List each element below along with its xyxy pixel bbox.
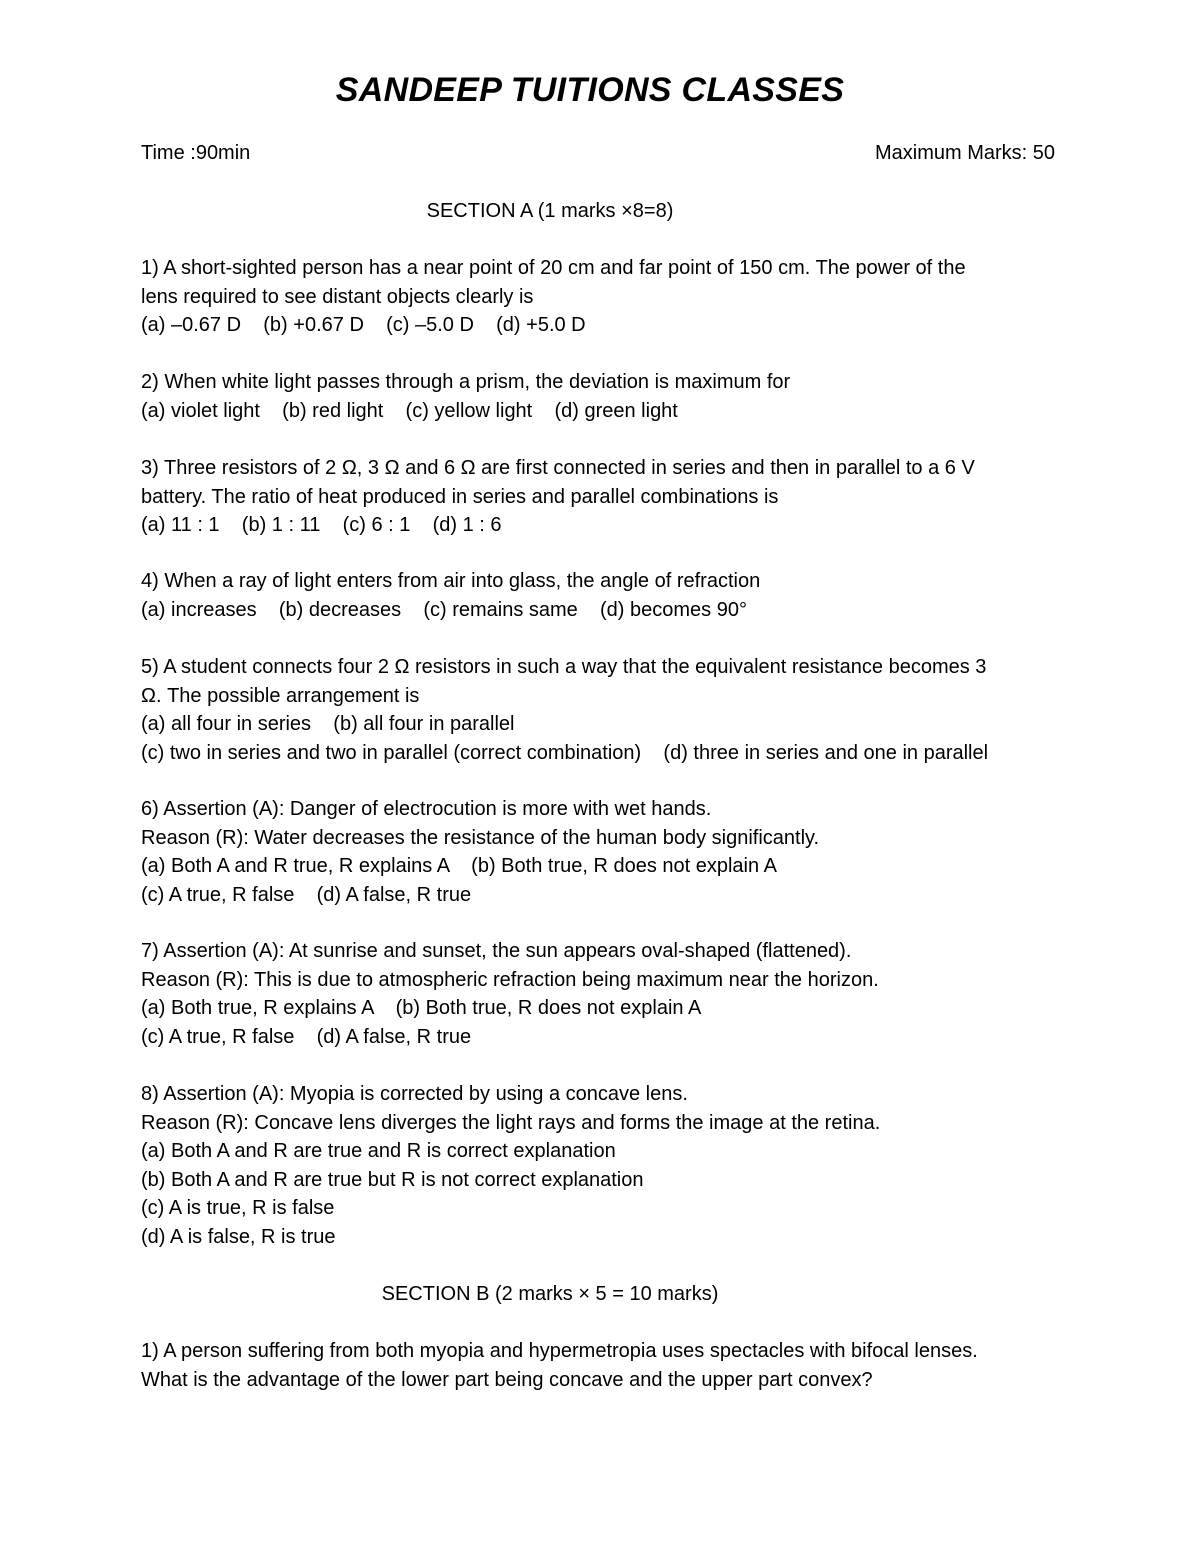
assertion-line: 7) Assertion (A): At sunrise and sunset, the sun appears oval-shaped (flattened).: [141, 940, 852, 962]
question-a8: [141, 1080, 1061, 1251]
question-options: [141, 511, 1061, 540]
page-title: SANDEEP TUITIONS CLASSES: [335, 71, 845, 109]
options-line: (a) violet light (b) red light (c) yellow light (d) green light: [141, 399, 678, 422]
question-a4: [141, 567, 1061, 624]
options-line: (a) –0.67 D (b) +0.67 D (c) –5.0 D (d) +5.0 D: [141, 314, 586, 336]
question-a1: [141, 254, 1061, 340]
max-marks-label: Maximum Marks: 50: [874, 142, 1055, 164]
exam-meta: [141, 139, 1055, 168]
options-line: (c) A true, R false (d) A false, R true: [141, 1025, 472, 1048]
options-line: (d) A is false, R is true: [141, 1225, 336, 1248]
options-line: (a) Both A and R are true and R is correct explanation: [141, 1140, 616, 1162]
question-options: [141, 1194, 1061, 1223]
section-b-heading: SECTION B (2 marks × 5 = 10 marks): [381, 1283, 719, 1305]
reason-line: Reason (R): Concave lens diverges the light rays and forms the image at the retina.: [141, 1111, 881, 1134]
question-options: [141, 397, 1061, 426]
question-options: [141, 852, 1061, 881]
question-text-line: battery. The ratio of heat produced in series and parallel combinations is: [141, 485, 779, 508]
question-text-line: 1) A person suffering from both myopia and hypermetropia uses spectacles with bifocal lenses.: [141, 1340, 978, 1362]
question-a5: [141, 653, 1061, 767]
options-line: (b) Both A and R are true but R is not correct explanation: [141, 1168, 644, 1191]
question-text-line: 4) When a ray of light enters from air into glass, the angle of refraction: [141, 570, 761, 592]
question-options: [141, 710, 1061, 739]
options-line: (a) 11 : 1 (b) 1 : 11 (c) 6 : 1 (d) 1 : 6: [141, 514, 502, 536]
question-text-line: Ω. The possible arrangement is: [141, 684, 420, 707]
options-line: (c) two in series and two in parallel (correct combination) (d) three in series and one in parallel: [141, 741, 989, 764]
question-options: [141, 596, 1061, 625]
assertion-line: 6) Assertion (A): Danger of electrocution is more with wet hands.: [141, 798, 712, 820]
question-options: [141, 739, 1061, 768]
question-text-line: 1) A short-sighted person has a near point of 20 cm and far point of 150 cm. The power of the: [141, 257, 966, 279]
question-options: [141, 311, 1061, 340]
question-a6: [141, 795, 1061, 909]
options-line: (c) A is true, R is false: [141, 1197, 335, 1219]
options-line: (a) all four in series (b) all four in parallel: [141, 713, 515, 735]
question-options: [141, 881, 1061, 910]
question-options: [141, 1023, 1061, 1052]
question-a3: [141, 454, 1061, 540]
options-line: (a) increases (b) decreases (c) remains same (d) becomes 90°: [141, 598, 747, 621]
question-options: [141, 1166, 1061, 1195]
question-text-line: 3) Three resistors of 2 Ω, 3 Ω and 6 Ω are first connected in series and then in parallel to a 6 V: [141, 457, 975, 479]
question-text-line: lens required to see distant objects clearly is: [141, 285, 534, 308]
time-label: Time :90min: [141, 142, 251, 164]
question-b1: [141, 1337, 1061, 1394]
question-options: [141, 1137, 1061, 1166]
assertion-line: 8) Assertion (A): Myopia is corrected by using a concave lens.: [141, 1083, 688, 1105]
options-line: (a) Both true, R explains A (b) Both true, R does not explain A: [141, 997, 702, 1019]
question-text-line: What is the advantage of the lower part being concave and the upper part convex?: [141, 1368, 873, 1391]
options-line: (c) A true, R false (d) A false, R true: [141, 883, 472, 906]
question-a2: [141, 368, 1061, 425]
reason-line: Reason (R): Water decreases the resistance of the human body significantly.: [141, 826, 820, 849]
reason-line: Reason (R): This is due to atmospheric refraction being maximum near the horizon.: [141, 968, 879, 991]
question-text-line: 2) When white light passes through a prism, the deviation is maximum for: [141, 371, 791, 393]
question-a7: [141, 937, 1061, 1051]
question-options: [141, 994, 1061, 1023]
options-line: (a) Both A and R true, R explains A (b) Both true, R does not explain A: [141, 855, 777, 877]
question-text-line: 5) A student connects four 2 Ω resistors in such a way that the equivalent resistance becomes 3: [141, 656, 987, 678]
question-options: [141, 1223, 1061, 1252]
section-a-heading: SECTION A (1 marks ×8=8): [426, 200, 674, 222]
